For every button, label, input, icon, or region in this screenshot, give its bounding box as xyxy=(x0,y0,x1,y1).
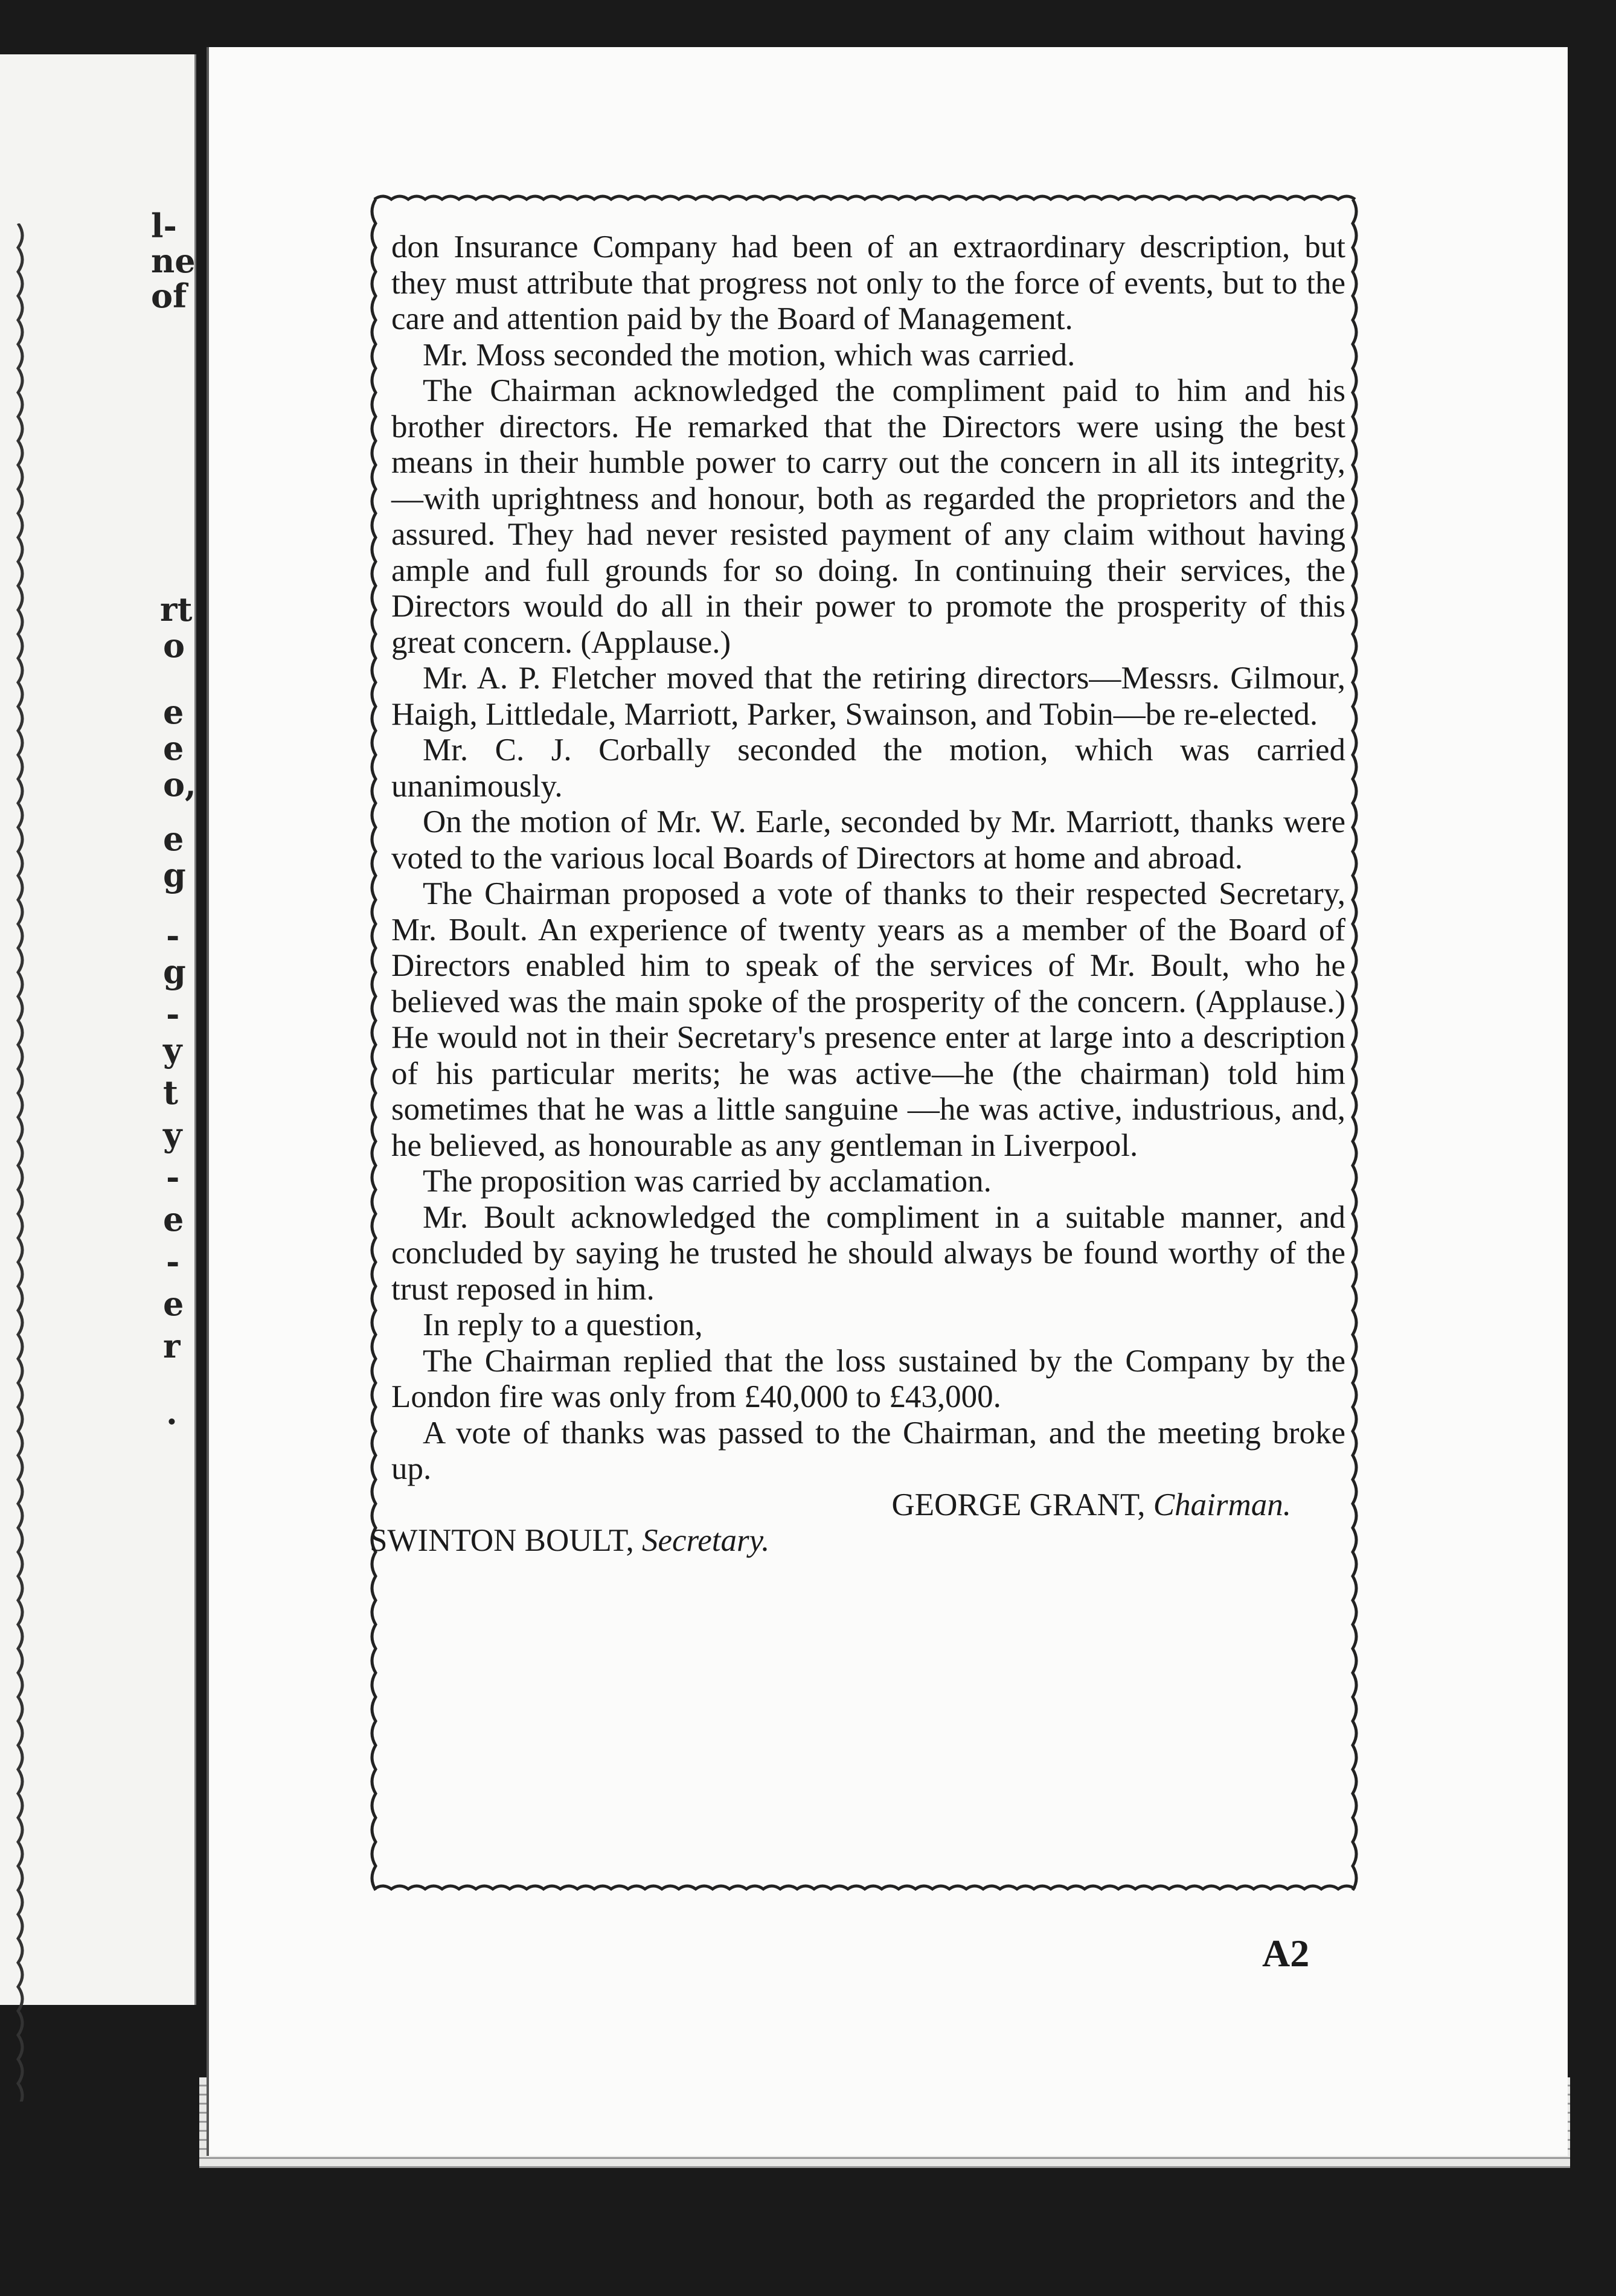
left-page xyxy=(0,54,196,2005)
paragraph: The Chairman proposed a vote of thanks to their respected Secretary, Mr. Boult. An experience of twenty years as a member of the Board of Directors enabled him to speak of the services of Mr. Boult, who he believed was the main spoke of the prosperity of the concern. (Applause.) He would not in their Secretary's presence enter at large into a description of his particular merits; he was active—he (the chairman) told him sometimes that he was a little sanguine —he was active, industrious, and, he believed, as honourable as any gentleman in Liverpool. xyxy=(391,876,1345,1163)
left-fragment: e xyxy=(163,729,184,768)
left-fragment: of xyxy=(151,277,187,315)
left-fragment: g xyxy=(163,952,186,991)
paragraph: The proposition was carried by acclamation. xyxy=(423,1164,992,1199)
left-fragment: e xyxy=(163,819,184,858)
secretary-title: Secretary. xyxy=(642,1523,770,1558)
paragraph: Mr. C. J. Corbally seconded the motion, which was carried unanimously. xyxy=(391,733,1345,804)
left-fragment: e xyxy=(163,693,184,731)
paragraph: The Chairman acknowledged the compliment paid to him and his brother directors. He remarked that the Directors were using the best means in their humble power to carry out the concern in all its integrity, —with uprightness and honour, both as regarded the proprietors and the assured. They had never resisted payment of any claim without having ample and full grounds for so doing. In continuing their services, the Directors would do all in their power to promote the prosperity of this great concern. (Applause.) xyxy=(391,373,1345,660)
left-fragment: - xyxy=(166,1158,180,1196)
left-fragment: - xyxy=(166,916,180,955)
left-fragment: l- xyxy=(151,207,177,245)
paragraph: Mr. Moss seconded the motion, which was carried. xyxy=(423,337,1076,373)
secretary-signature xyxy=(370,1523,1345,1559)
paragraph: The Chairman replied that the loss sustained by the Company by the London fire was only from £40,000 to £43,000. xyxy=(391,1343,1345,1414)
left-fragment: r xyxy=(163,1327,181,1365)
left-fragment: y xyxy=(163,1115,182,1154)
left-fragment: o, xyxy=(163,765,196,804)
chairman-title: Chairman. xyxy=(1153,1487,1291,1522)
paragraph: A vote of thanks was passed to the Chairman, and the meeting broke up. xyxy=(391,1415,1345,1486)
paragraph: Mr. Boult acknowledged the compliment in a suitable manner, and concluded by saying he trusted he should always be found worthy of the trust reposed in him. xyxy=(391,1199,1345,1307)
left-fragment: . xyxy=(166,1393,178,1432)
left-fragment: g xyxy=(163,856,186,894)
left-fragment: e xyxy=(163,1284,184,1323)
left-fragment: e xyxy=(163,1200,184,1239)
left-page-text-fragments xyxy=(0,54,196,2296)
left-fragment: ne xyxy=(151,242,196,280)
left-fragment: - xyxy=(166,1242,180,1281)
left-fragment: y xyxy=(163,1031,182,1069)
secretary-name: SWINTON BOULT, xyxy=(370,1523,634,1558)
page-signature-mark: A2 xyxy=(1262,1932,1310,1975)
left-fragment: o xyxy=(163,626,185,665)
article-body xyxy=(370,229,1345,1559)
left-fragment: t xyxy=(163,1073,178,1112)
paragraph: Mr. A. P. Fletcher moved that the retiring directors—Messrs. Gilmour, Haigh, Littledale, Marriott, Parker, Swainson, and Tobin—be re-elected. xyxy=(391,661,1345,732)
paragraph: don Insurance Company had been of an extraordinary description, but they must attribute that progress not only to the force of events, but to the care and attention paid by the Board of Management. xyxy=(391,229,1345,336)
chairman-name: GEORGE GRANT, xyxy=(891,1487,1146,1522)
chairman-signature xyxy=(391,1487,1345,1524)
left-fragment: rt xyxy=(160,590,193,629)
left-fragment: - xyxy=(166,995,180,1033)
paragraph: On the motion of Mr. W. Earle, seconded by Mr. Marriott, thanks were voted to the various local Boards of Directors at home and abroad. xyxy=(391,804,1345,876)
paragraph: In reply to a question, xyxy=(423,1307,703,1342)
